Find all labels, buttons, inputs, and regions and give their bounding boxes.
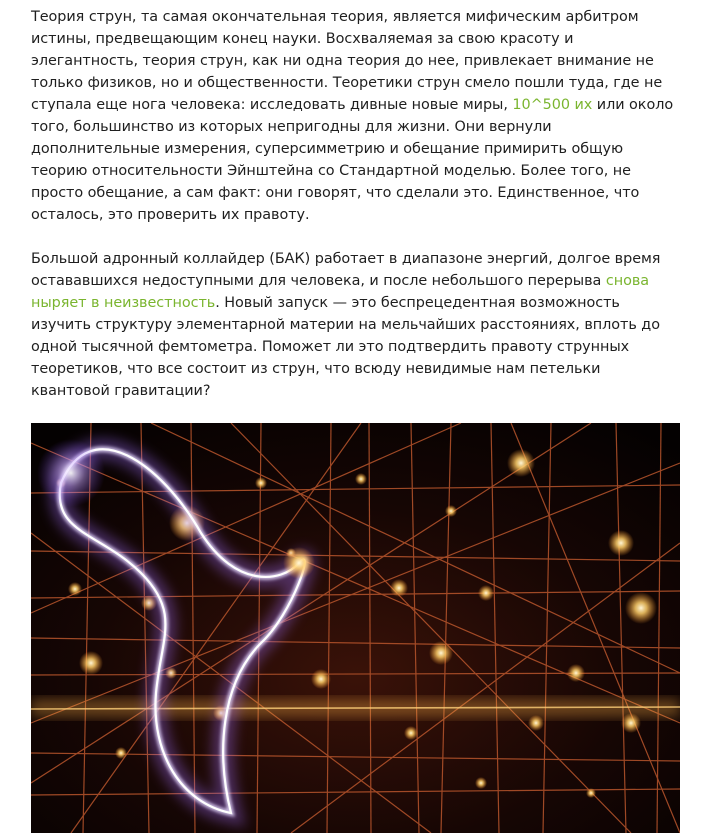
paragraph-2-text-end: . Новый запуск — это беспрецедентная возможность изучить структуру элементарной материи на мельчайших расстояниях, вплоть до одной тысячной фемтометра. Поможет ли это подтвердить правоту струнных теоретиков, что все состоит из струн, что всюду невидимые нам петельки квантовой гравитации? [31, 295, 660, 399]
paragraph-2-text-start: Большой адронный коллайдер (БАК) работает в диапазоне энергий, долгое время остававшихся недоступными для человека, и после небольшого перерыва [31, 251, 661, 289]
paragraph-1-text-start: Теория струн, та самая окончательная теория, является мифическим арбитром истины, предвещающим конец науки. Восхваляемая за свою красоту и элегантность, теория струн, как ни одна теория до нее, привлекает внимание не только физиков, но и общественности. Теоретики струн смело пошли туда, где не ступала еще нога человека: исследовать дивные новые миры, [31, 9, 663, 113]
string-theory-illustration [31, 423, 680, 833]
article-body [31, 6, 683, 468]
paragraph-1-text-end: или около того, большинство из которых непригодны для жизни. Они вернули дополнительные измерения, суперсимметрию и обещание примирить общую теорию относительности Эйнштейна со Стандартной моделью. Более того, не просто обещание, а сам факт: они говорят, что сделали это. Единственное, что осталось, это проверить их правоту. [31, 97, 674, 223]
paragraph-1 [31, 6, 683, 226]
link-dives-into-unknown[interactable]: снова ныряет в неизвестность [31, 273, 650, 311]
paragraph-2 [31, 248, 683, 402]
string-lattice-image [31, 423, 680, 833]
link-10-500[interactable]: 10^500 их [512, 97, 593, 113]
